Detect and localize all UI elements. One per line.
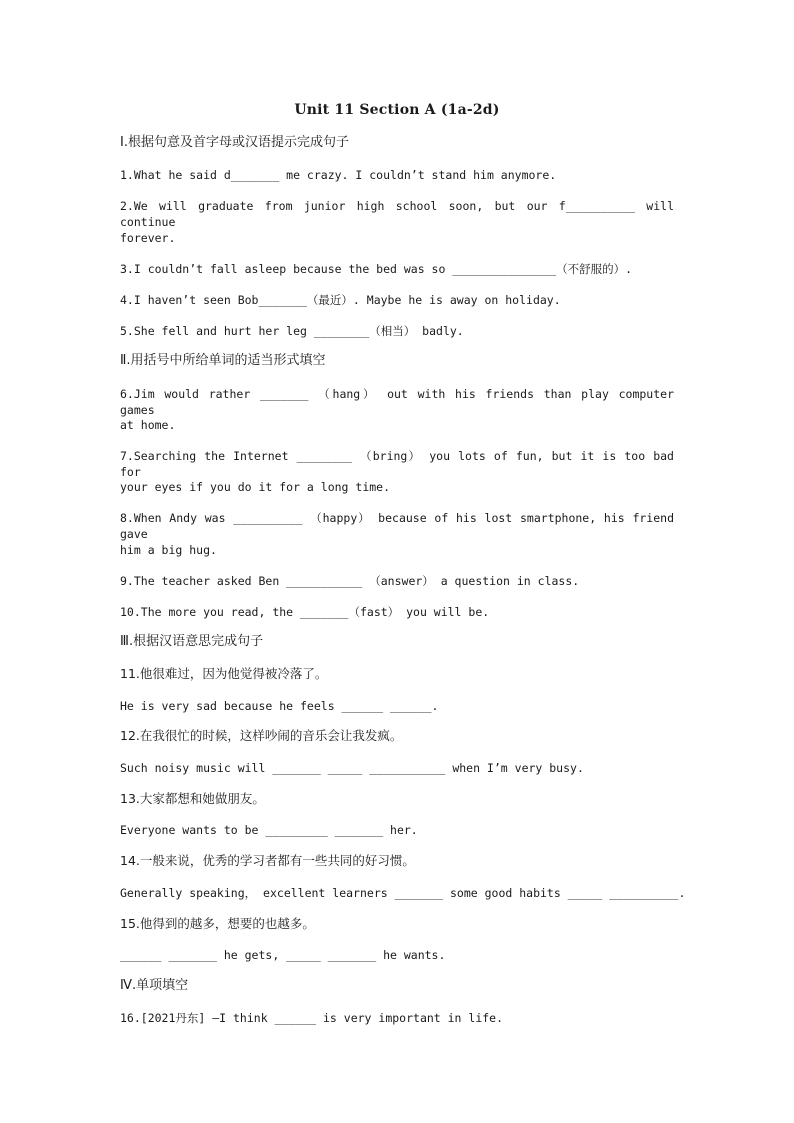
question-5: 5.She fell and hurt her leg ________（相当） badly. [120, 324, 464, 338]
question-16: 16.[2021丹东] —I think ______ is very important in life. [120, 1011, 504, 1025]
section-heading-3: Ⅲ.根据汉语意思完成句子 [120, 634, 264, 649]
section-heading-4: Ⅳ.单项填空 [120, 978, 189, 993]
section-heading-2: Ⅱ.用括号中所给单词的适当形式填空 [120, 353, 326, 368]
question-1: 1.What he said d_______ me crazy. I couldn’t stand him anymore. [120, 168, 557, 182]
question-15-chinese: 15.他得到的越多，想要的也越多。 [120, 916, 315, 931]
question-13-chinese: 13.大家都想和她做朋友。 [120, 791, 265, 806]
question-2: 2.We will graduate from junior high school soon, but our f__________ will continue [120, 199, 674, 229]
question-3: 3.I couldn’t fall asleep because the bed was so _______________（不舒服的）. [120, 262, 633, 276]
question-10: 10.The more you read, the _______（fast） you will be. [120, 605, 490, 619]
question-7-continued: your eyes if you do it for a long time. [120, 480, 391, 494]
page-title: Unit 11 Section A (1a-2d) [294, 102, 500, 118]
question-12: Such noisy music will _______ _____ ___________ when I’m very busy. [120, 761, 584, 775]
question-6: 6.Jim would rather _______ （hang） out with his friends than play computer games [120, 387, 674, 417]
section-heading-1: Ⅰ.根据句意及首字母或汉语提示完成句子 [120, 135, 349, 150]
question-12-chinese: 12.在我很忙的时候，这样吵闹的音乐会让我发疯。 [120, 728, 403, 743]
question-14: Generally speaking， excellent learners _______ some good habits _____ __________. [120, 886, 686, 900]
question-6-continued: at home. [120, 418, 176, 432]
question-11: He is very sad because he feels ______ ______. [120, 699, 439, 713]
question-15: ______ _______ he gets, _____ _______ he wants. [120, 948, 446, 962]
question-4: 4.I haven’t seen Bob_______（最近）. Maybe he is away on holiday. [120, 293, 561, 307]
question-13: Everyone wants to be _________ _______ her. [120, 823, 418, 837]
question-11-chinese: 11.他很难过，因为他觉得被冷落了。 [120, 666, 328, 681]
question-14-chinese: 14.一般来说，优秀的学习者都有一些共同的好习惯。 [120, 853, 415, 868]
question-9: 9.The teacher asked Ben ___________ （answer） a question in class. [120, 574, 580, 588]
question-7: 7.Searching the Internet ________ （bring） you lots of fun, but it is too bad for [120, 449, 674, 479]
question-8: 8.When Andy was __________ （happy） because of his lost smartphone, his friend gave [120, 511, 674, 541]
question-2-continued: forever. [120, 231, 176, 245]
question-8-continued: him a big hug. [120, 543, 217, 557]
